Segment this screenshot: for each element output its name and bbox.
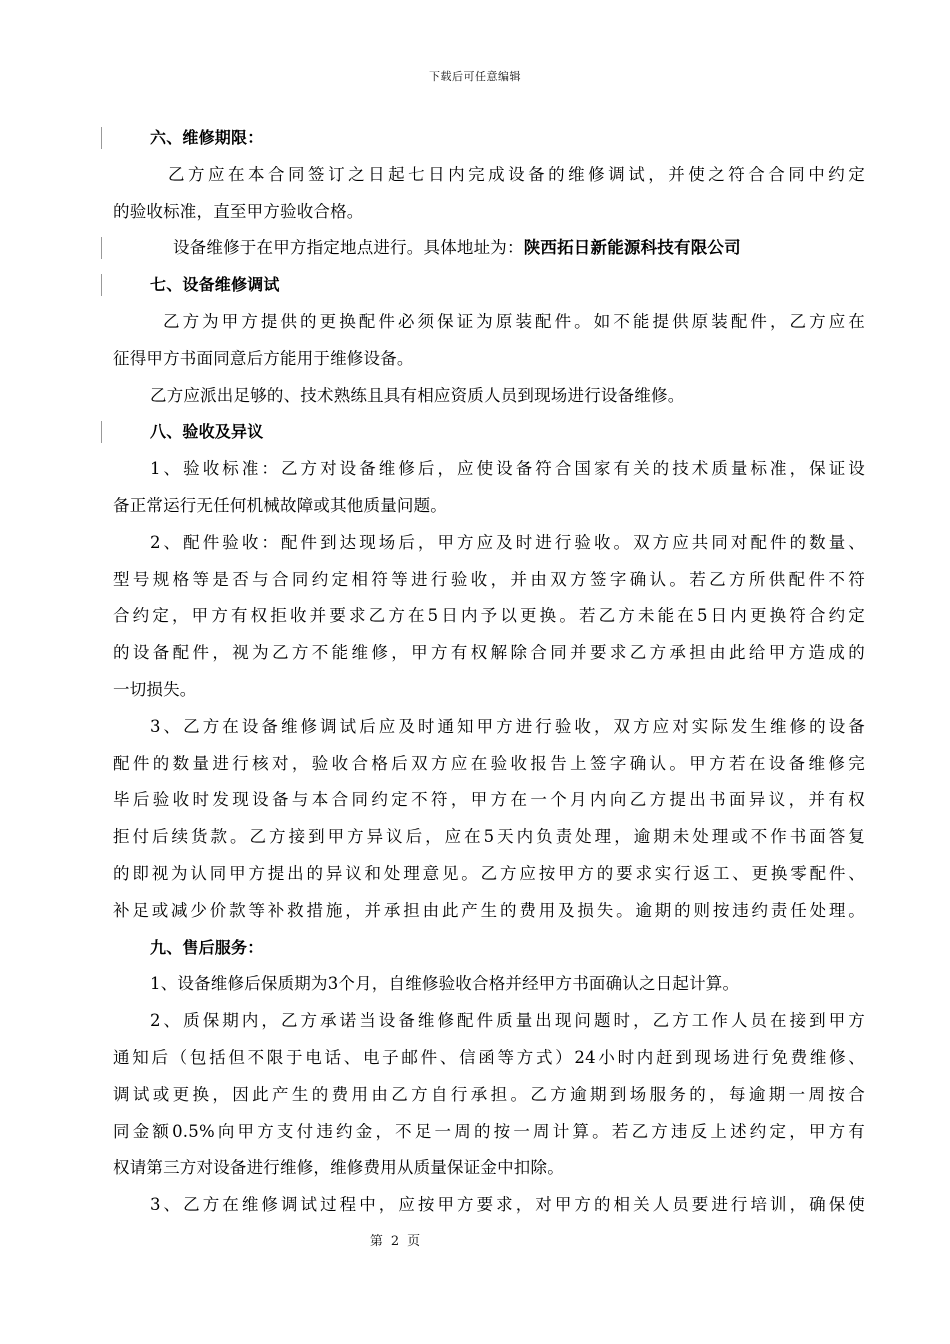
section-title: 七、设备维修调试 <box>150 275 280 295</box>
paragraph-line: 调试或更换，因此产生的费用由乙方自行承担。乙方逾期到场服务的，每逾期一周按合 <box>113 1084 865 1104</box>
page-suffix: 页 <box>407 1234 421 1249</box>
section-heading-7 <box>113 267 865 304</box>
paragraph-line: 1、验收标准：乙方对设备维修后，应使设备符合国家有关的技术质量标准，保证设 <box>150 459 865 479</box>
paragraph-line: 毕后验收时发现设备与本合同约定不符，甲方在一个月内向乙方提出书面异议，并有权 <box>113 790 865 810</box>
paragraph-line: 同金额0.5%向甲方支付违约金，不足一周的按一周计算。若乙方违反上述约定，甲方有 <box>113 1121 865 1141</box>
address-line <box>113 230 865 267</box>
paragraph-line: 权请第三方对设备进行维修，维修费用从质量保证金中扣除。 <box>113 1158 564 1178</box>
paragraph-line: 备正常运行无任何机械故障或其他质量问题。 <box>113 495 447 515</box>
paragraph-line: 3、乙方在设备维修调试后应及时通知甲方进行验收，双方应对实际发生维修的设备 <box>150 716 865 736</box>
section-title: 八、验收及异议 <box>150 422 264 442</box>
page-prefix: 第 <box>369 1234 383 1249</box>
paragraph-line: 2、质保期内，乙方承诺当设备维修配件质量出现问题时，乙方工作人员在接到甲方 <box>150 1011 865 1031</box>
revision-mark <box>101 421 102 443</box>
paragraph-line: 一切损失。 <box>113 679 197 699</box>
paragraph-line: 的验收标准，直至甲方验收合格。 <box>113 201 364 221</box>
paragraph-line: 型号规格等是否与合同约定相符等进行验收，并由双方签字确认。若乙方所供配件不符 <box>113 569 865 589</box>
address-value: 陕西拓日新能源科技有限公司 <box>523 238 741 258</box>
section-title: 六、维修期限： <box>150 128 264 147</box>
section-heading-6 <box>113 120 865 157</box>
paragraph-line: 配件的数量进行核对，验收合格后双方应在验收报告上签字确认。甲方若在设备维修完 <box>113 753 865 773</box>
section-heading-9 <box>113 930 865 967</box>
section-title: 九、售后服务： <box>150 937 264 957</box>
paragraph-line: 乙方应派出足够的、技术熟练且具有相应资质人员到现场进行设备维修。 <box>150 385 685 405</box>
address-prefix: 设备维修于在甲方指定地点进行。具体地址为： <box>173 238 524 258</box>
page-footer <box>0 1230 790 1249</box>
paragraph-line: 征得甲方书面同意后方能用于维修设备。 <box>113 348 414 368</box>
paragraph-line: 通知后（包括但不限于电话、电子邮件、信函等方式）24小时内赶到现场进行免费维修、 <box>113 1047 865 1067</box>
paragraph-line: 的设备配件，视为乙方不能维修，甲方有权解除合同并要求乙方承担由此给甲方造成的 <box>113 643 865 663</box>
paragraph-line: 乙方为甲方提供的更换配件必须保证为原装配件。如不能提供原装配件，乙方应在 <box>163 311 865 331</box>
paragraph-line: 3、乙方在维修调试过程中，应按甲方要求，对甲方的相关人员要进行培训，确保使 <box>150 1195 865 1215</box>
revision-mark <box>101 127 102 149</box>
page-header: 下载后可任意编辑 <box>429 70 521 83</box>
revision-mark <box>101 237 102 259</box>
paragraph-line: 乙方应在本合同签订之日起七日内完成设备的维修调试，并使之符合合同中约定 <box>168 164 865 184</box>
paragraph-line: 拒付后续货款。乙方接到甲方异议后，应在5天内负责处理，逾期未处理或不作书面答复 <box>113 827 865 847</box>
document-body <box>113 120 865 1224</box>
section-heading-8 <box>113 414 865 451</box>
paragraph-line: 合约定，甲方有权拒收并要求乙方在5日内予以更换。若乙方未能在5日内更换符合约定 <box>113 606 865 626</box>
paragraph-line: 1、设备维修后保质期为3个月，自维修验收合格并经甲方书面确认之日起计算。 <box>150 974 740 994</box>
paragraph-line: 的即视为认同甲方提出的异议和处理意见。乙方应按甲方的要求实行返工、更换零配件、 <box>113 863 865 883</box>
paragraph-line: 2、配件验收：配件到达现场后，甲方应及时进行验收。双方应共同对配件的数量、 <box>150 532 865 552</box>
page-number: 2 <box>390 1234 400 1249</box>
revision-mark <box>101 274 102 296</box>
paragraph-line: 补足或减少价款等补救措施，并承担由此产生的费用及损失。逾期的则按违约责任处理。 <box>113 900 865 920</box>
